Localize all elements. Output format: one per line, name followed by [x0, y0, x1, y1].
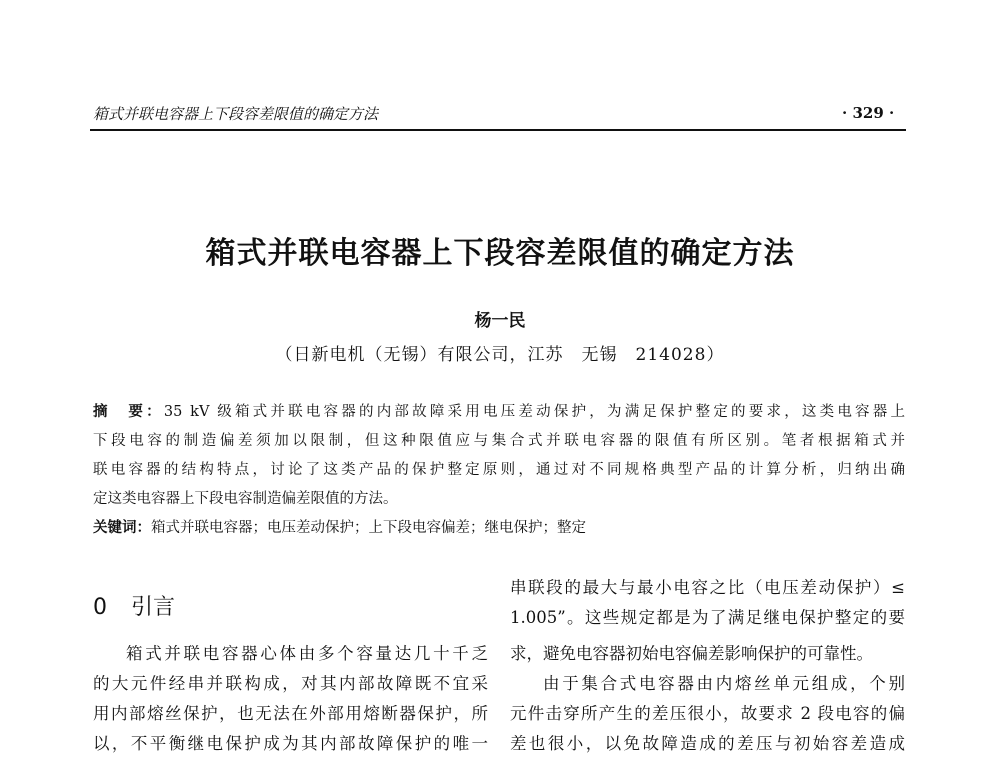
- abstract-line: 联电容器的结构特点，讨论了这类产品的保护整定原则，通过对不同规格典型产品的计算分析，归纳出确: [93, 462, 905, 478]
- body-line: 箱式并联电容器心体由多个容量达几十千乏: [126, 644, 488, 663]
- abstract-line: 定这类电容器上下段电容制造偏差限值的方法。: [93, 491, 398, 507]
- affiliation: （日新电机（无锡）有限公司，江苏 无锡 214028）: [275, 345, 725, 365]
- page-number: · 329 ·: [842, 104, 895, 122]
- body-line: 差也很小，以免故障造成的差压与初始容差造成: [510, 734, 905, 753]
- author: 杨一民: [474, 311, 526, 331]
- body-line: 用内部熔丝保护，也无法在外部用熔断器保护，所: [93, 704, 488, 723]
- body-line: 求，避免电容器初始电容偏差影响保护的可靠性。: [510, 644, 873, 663]
- body-line: 串联段的最大与最小电容之比（电压差动保护）≤: [510, 578, 905, 597]
- keywords: 关键词：箱式并联电容器；电压差动保护；上下段电容偏差；继电保护；整定: [93, 519, 586, 536]
- keywords-label: 关键词：: [93, 519, 151, 536]
- body-line: 由于集合式电容器由内熔丝单元组成，个别: [543, 674, 905, 693]
- abstract-line: 摘 要：35 kV 级箱式并联电容器的内部故障采用电压差动保护，为满足保护整定的要求，这类电容器上: [93, 403, 905, 420]
- body-line: 元件击穿所产生的差压很小，故要求 2 段电容的偏: [510, 704, 905, 723]
- abstract-label: 摘 要：: [93, 403, 164, 420]
- body-line: 以，不平衡继电保护成为其内部故障保护的唯一: [93, 734, 488, 753]
- abstract-line: 下段电容的制造偏差须加以限制，但这种限值应与集合式并联电容器的限值有所区别。笔者根据箱式并: [93, 433, 905, 449]
- paper-title: 箱式并联电容器上下段容差限值的确定方法: [205, 236, 795, 271]
- body-line: 1.005”。这些规定都是为了满足继电保护整定的要: [510, 608, 905, 627]
- header-rule: [90, 129, 906, 131]
- body-line: 的大元件经串并联构成，对其内部故障既不宜采: [93, 674, 488, 693]
- running-title: 箱式并联电容器上下段容差限值的确定方法: [93, 105, 379, 123]
- section-heading: 0 引言: [93, 595, 176, 620]
